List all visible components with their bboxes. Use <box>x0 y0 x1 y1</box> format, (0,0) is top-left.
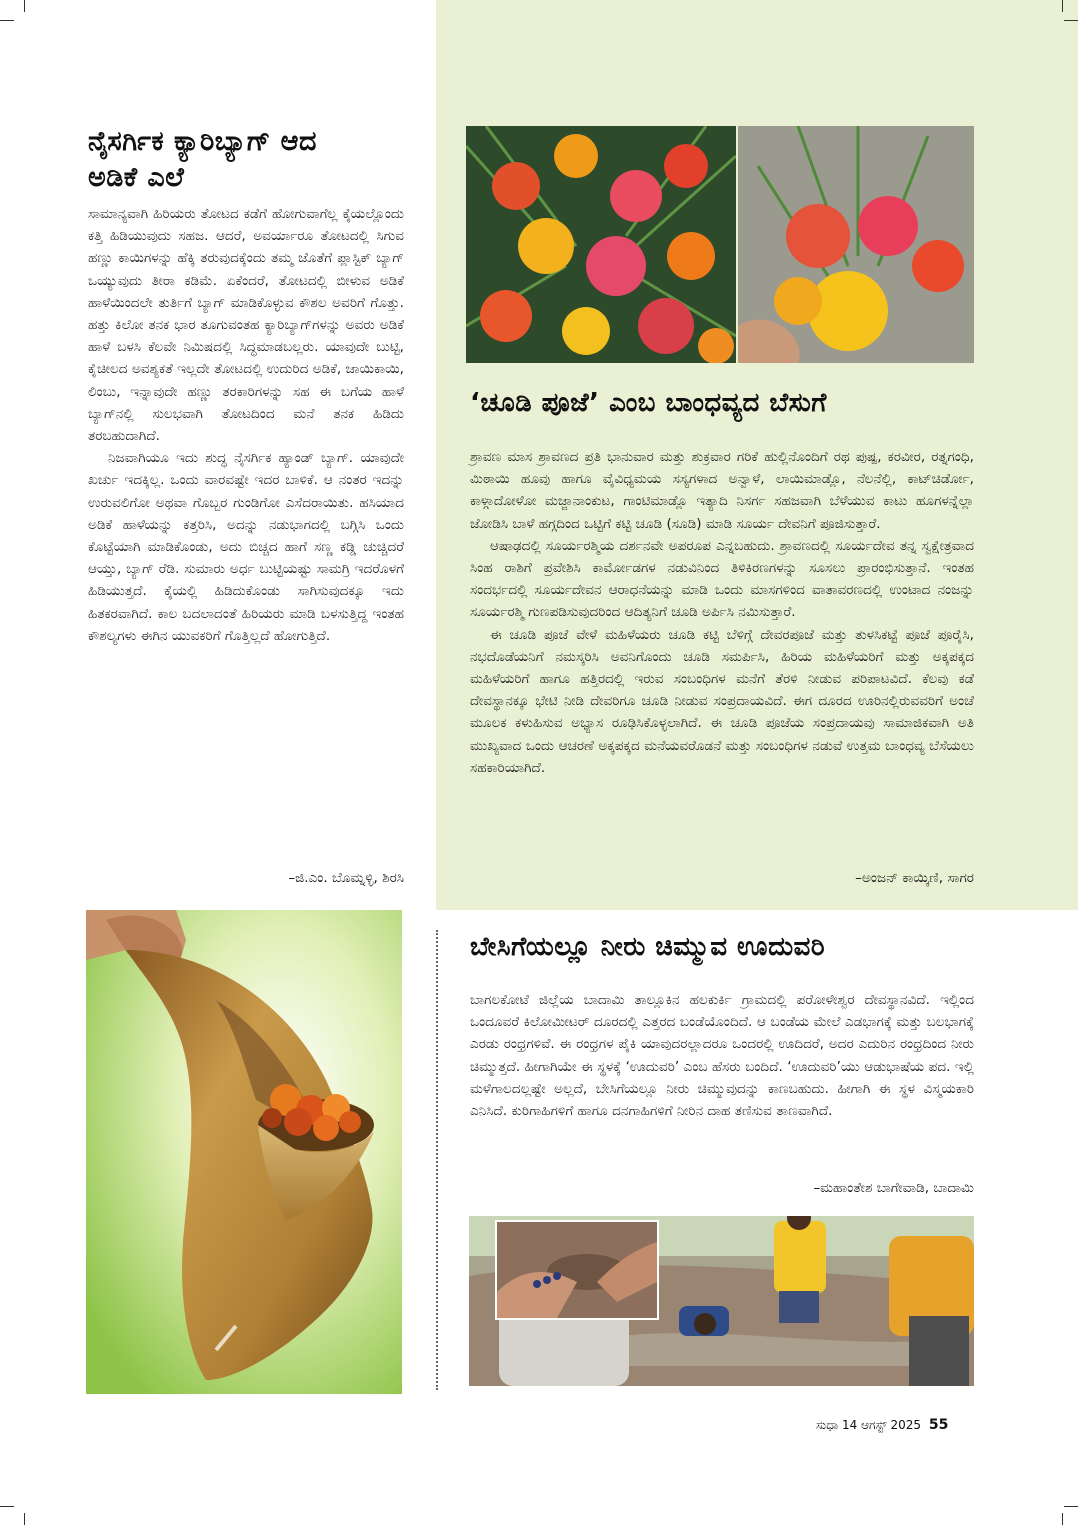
crop-mark-bottom-left-v <box>24 1513 25 1525</box>
page-footer <box>816 1417 948 1433</box>
footer-date: 14 ಆಗಸ್ಟ್ 2025 <box>842 1418 921 1432</box>
crop-mark-bottom-right-v <box>1062 1513 1063 1525</box>
crop-mark-bottom-left <box>0 1506 14 1507</box>
article1-byline: –ಜಿ.ಎಂ. ಬೊಮ್ನಳ್ಳಿ, ಶಿರಸಿ <box>288 870 404 886</box>
choodi-flowers-photo-left <box>466 126 736 363</box>
crop-mark-bottom-right <box>1064 1506 1078 1507</box>
article1-body <box>88 203 404 647</box>
article2-paragraph-1: ಶ್ರಾವಣ ಮಾಸ ಶ್ರಾವಣದ ಪ್ರತಿ ಭಾನುವಾರ ಮತ್ತು ಶುಕ್ರವಾರ ಗರಿಕೆ ಹುಲ್ಲಿನೊಂದಿಗೆ ರಥ ಪುಷ್ಪ, ಕರವೀರ, ರತ್ನಗಂಧಿ, ಮಿಠಾಯಿ ಹೂವು ಹಾಗೂ ವೈವಿಧ್ಯಮಯ ಸಸ್ಯಗಳಾದ ಅನ್ವಾಳೆ, ಲಾಯಿಮಾಡ್ಲೊ, ನೆಲನೆಲ್ಲಿ, ಕಾಟ್‌ಚಿರ್ಡೋ, ಕಾಳ್ಗಾದೋಳೋ ಮಜ್ಜಾನಾಂಕುಟ, ಗಾಂಟಿಮಾಡ್ಲೊ ಇತ್ಯಾದಿ ನಿಸರ್ಗ ಸಹಜವಾಗಿ ಬೆಳೆಯುವ ಕಾಟು ಹೂಗಳನ್ನೆಲ್ಲಾ ಜೋಡಿಸಿ ಬಾಳೆ ಹಗ್ಗದಿಂದ ಒಟ್ಟಿಗೆ ಕಟ್ಟಿ ಚೂಡಿ (ಸೂಡಿ) ಮಾಡಿ ಸೂರ್ಯ ದೇವನಿಗೆ ಪೂಜಿಸುತ್ತಾರೆ. <box>470 449 974 532</box>
article3-title: ಬೇಸಿಗೆಯಲ್ಲೂ ನೀರು ಚಿಮ್ಮುವ ಊದುವರಿ <box>470 932 826 962</box>
uduvari-rock-photo <box>469 1216 974 1386</box>
footer-magazine-name: ಸುಧಾ <box>816 1418 839 1432</box>
article1-title <box>88 124 418 196</box>
article2-paragraph-2: ಆಷಾಢದಲ್ಲಿ ಸೂರ್ಯರಶ್ಮಿಯ ದರ್ಶನವೇ ಅಪರೂಪ ಎನ್ನಬಹುದು. ಶ್ರಾವಣದಲ್ಲಿ ಸೂರ್ಯದೇವ ತನ್ನ ಸ್ವಕ್ಷೇತ್ರವಾದ ಸಿಂಹ ರಾಶಿಗೆ ಪ್ರವೇಶಿಸಿ ಕಾರ್ಮೋಡಗಳ ನಡುವಿನಿಂದ ತಿಳಿಕಿರಣಗಳನ್ನು ಸೂಸಲು ಪ್ರಾರಂಭಿಸುತ್ತಾನೆ. ಇಂತಹ ಸಂದರ್ಭದಲ್ಲಿ ಸೂರ್ಯದೇವನ ಆರಾಧನೆಯನ್ನು ಮಾಡಿ ಒಂದು ಮಾಸಗಳಿಂದ ವಾತಾವರಣದಲ್ಲಿ ಉಂಟಾದ ನಂಜನ್ನು ಸೂರ್ಯರಶ್ಮಿ ಗುಣಪಡಿಸುವುದರಿಂದ ಆದಿತ್ಯನಿಗೆ ಚೂಡಿ ಅರ್ಪಿಸಿ ನಮಿಸುತ್ತಾರೆ. <box>470 537 974 621</box>
crop-mark-top-left <box>0 20 14 21</box>
crop-mark-top-right-v <box>1062 0 1063 12</box>
crop-mark-top-right <box>1064 20 1078 21</box>
footer-page-number: 55 <box>928 1417 949 1433</box>
uduvari-inset-photo <box>495 1220 659 1320</box>
article3-byline: –ಮಹಾಂತೇಶ ಬಾಗೇವಾಡಿ, ಬಾದಾಮಿ <box>813 1180 974 1196</box>
article1-paragraph-2: ನಿಜವಾಗಿಯೂ ಇದು ಶುದ್ಧ ನೈಸರ್ಗಿಕ ಹ್ಯಾಂಡ್ ಬ್ಯಾಗ್. ಯಾವುದೇ ಖರ್ಚು ಇದಕ್ಕಿಲ್ಲ. ಒಂದು ವಾರವಷ್ಟೇ ಇದರ ಬಾಳಿಕೆ. ಆ ನಂತರ ಇದನ್ನು ಉರುವಲಿಗೋ ಅಥವಾ ಗೊಬ್ಬರ ಗುಂಡಿಗೋ ಎಸೆದರಾಯಿತು. ಹಸಿಯಾದ ಅಡಿಕೆ ಹಾಳೆಯನ್ನು ಕತ್ತರಿಸಿ, ಅದನ್ನು ನಡುಭಾಗದಲ್ಲಿ ಬಗ್ಗಿಸಿ ಒಂದು ಕೊಟ್ಟೆಯಾಗಿ ಮಾಡಿಕೊಂಡು, ಅದು ಬಿಚ್ಚದ ಹಾಗೆ ಸಣ್ಣ ಕಡ್ಡಿ ಚುಚ್ಚಿದರೆ ಆಯ್ತು, ಬ್ಯಾಗ್ ರೆಡಿ. ಸುಮಾರು ಅರ್ಧ ಬುಟ್ಟಿಯಷ್ಟು ಸಾಮಗ್ರಿ ಇದರೊಳಗೆ ಹಿಡಿಯುತ್ತದೆ. ಕೈಯಲ್ಲಿ ಹಿಡಿದುಕೊಂಡು ಸಾಗಿಸುವುದಕ್ಕೂ ಇದು ಹಿತಕರವಾಗಿದೆ. ಕಾಲ ಬದಲಾದಂತೆ ಹಿರಿಯರು ಮಾಡಿ ಬಳಸುತ್ತಿದ್ದ ಇಂತಹ ಕೌಶಲ್ಯಗಳು ಈಗಿನ ಯುವಕರಿಗೆ ಗೊತ್ತಿಲ್ಲದೆ ಹೋಗುತ್ತಿದೆ. <box>88 450 404 644</box>
column-separator <box>436 930 438 1390</box>
choodi-flowers-photo-right <box>738 126 974 363</box>
article1-paragraph-1: ಸಾಮಾನ್ಯವಾಗಿ ಹಿರಿಯರು ತೋಟದ ಕಡೆಗೆ ಹೋಗುವಾಗೆಲ್ಲ ಕೈಯಲ್ಲೊಂದು ಕತ್ತಿ ಹಿಡಿಯುವುದು ಸಹಜ. ಆದರೆ, ಅವರ್ಯಾರೂ ತೋಟದಲ್ಲಿ ಸಿಗುವ ಹಣ್ಣು ಕಾಯಿಗಳನ್ನು ಹೆಕ್ಕಿ ತರುವುದಕ್ಕೆಂದು ತಮ್ಮ ಜೊತೆಗೆ ಪ್ಲಾಸ್ಟಿಕ್ ಬ್ಯಾಗ್ ಒಯ್ಯುವುದು ತೀರಾ ಕಡಿಮೆ. ಏಕೆಂದರೆ, ತೋಟದಲ್ಲಿ ಬೀಳುವ ಅಡಿಕೆ ಹಾಳೆಯಿಂದಲೇ ತುರ್ತಿಗೆ ಬ್ಯಾಗ್ ಮಾಡಿಕೊಳ್ಳುವ ಕೌಶಲ ಅವರಿಗೆ ಗೊತ್ತು. ಹತ್ತು ಕಿಲೋ ತನಕ ಭಾರ ತೂಗುವಂತಹ ಕ್ಯಾರಿಬ್ಯಾಗ್‌ಗಳನ್ನು ಅವರು ಅಡಿಕೆ ಹಾಳೆ ಬಳಸಿ ಕೆಲವೇ ನಿಮಿಷದಲ್ಲಿ ಸಿದ್ಧಮಾಡಬಲ್ಲರು. ಯಾವುದೇ ಬುಟ್ಟಿ, ಕೈಚೀಲದ ಅವಶ್ಯಕತೆ ಇಲ್ಲದೇ ತೋಟದಲ್ಲಿ ಉದುರಿದ ಅಡಿಕೆ, ಜಾಯಿಕಾಯಿ, ಲಿಂಬು, ಇನ್ನಾವುದೇ ಹಣ್ಣು ತರಕಾರಿಗಳನ್ನು ಸಹ ಈ ಬಗೆಯ ಹಾಳೆ ಬ್ಯಾಗ್‌ನಲ್ಲಿ ಸುಲಭವಾಗಿ ತೋಟದಿಂದ ಮನೆ ತನಕ ಹಿಡಿದು ತರಬಹುದಾಗಿದೆ. <box>88 206 404 445</box>
article2-byline: –ಅಂಜನ್ ಕಾಯ್ಕಿಣಿ, ಸಾಗರ <box>855 870 974 886</box>
areca-leaf-bag-photo <box>86 910 402 1394</box>
article1-title-line1: ನೈಸರ್ಗಿಕ ಕ್ಯಾರಿಬ್ಯಾಗ್ ಆದ <box>88 126 317 157</box>
article2-paragraph-3: ಈ ಚೂಡಿ ಪೂಜೆ ವೇಳೆ ಮಹಿಳೆಯರು ಚೂಡಿ ಕಟ್ಟಿ ಬೆಳಿಗ್ಗೆ ದೇವರಪೂಜೆ ಮತ್ತು ತುಳಸಿಕಟ್ಟೆ ಪೂಜೆ ಪೂರೈಸಿ, ನಭದೊಡೆಯನಿಗೆ ನಮಸ್ಕರಿಸಿ ಅವನಿಗೊಂದು ಚೂಡಿ ಸಮರ್ಪಿಸಿ, ಹಿರಿಯ ಮಹಿಳೆಯರಿಗೆ ಮತ್ತು ಅಕ್ಕಪಕ್ಕದ ಮಹಿಳೆಯರಿಗೆ ಹಾಗೂ ಹತ್ತಿರದಲ್ಲಿ ಇರುವ ಸಂಬಂಧಿಗಳ ಮನೆಗೆ ತೆರಳಿ ನೀಡುವ ಪರಿಪಾಟವಿದೆ. ಕೆಲವು ಕಡೆ ದೇವಸ್ಥಾನಕ್ಕೂ ಭೇಟಿ ನೀಡಿ ದೇವರಿಗೂ ಚೂಡಿ ನೀಡುವ ಸಂಪ್ರದಾಯವಿದೆ. ಈಗ ದೂರದ ಊರಿನಲ್ಲಿರುವವರಿಗೆ ಅಂಚೆ ಮೂಲಕ ಕಳುಹಿಸುವ ಅಭ್ಯಾಸ ರೂಢಿಸಿಕೊಳ್ಳಲಾಗಿದೆ. ಈ ಚೂಡಿ ಪೂಜೆಯ ಸಂಪ್ರದಾಯವು ಸಾಮಾಜಿಕವಾಗಿ ಅತಿ ಮುಖ್ಯವಾದ ಒಂದು ಆಚರಣೆ ಅಕ್ಕಪಕ್ಕದ ಮನೆಯವರೊಡನೆ ಮತ್ತು ಸಂಬಂಧಿಗಳ ನಡುವೆ ಉತ್ತಮ ಬಾಂಧವ್ಯ ಬೆಸೆಯಲು ಸಹಕಾರಿಯಾಗಿದೆ. <box>470 626 974 776</box>
article2-body <box>470 446 974 779</box>
crop-mark-top-left-v <box>24 0 25 12</box>
article1-title-line2: ಅಡಿಕೆ ಎಲೆ <box>88 162 185 193</box>
article3-paragraph-1: ಬಾಗಲಕೋಟೆ ಜಿಲ್ಲೆಯ ಬಾದಾಮಿ ತಾಲ್ಲೂಕಿನ ಹಲಕುರ್ಕಿ ಗ್ರಾಮದಲ್ಲಿ ಪರೋಳೇಶ್ವರ ದೇವಸ್ಥಾನವಿದೆ. ಇಲ್ಲಿಂದ ಒಂದೂವರೆ ಕಿಲೋಮೀಟರ್ ದೂರದಲ್ಲಿ ಎತ್ತರದ ಬಂಡೆಯೊಂದಿದೆ. ಆ ಬಂಡೆಯ ಮೇಲೆ ಎಡಭಾಗಕ್ಕೆ ಮತ್ತು ಬಲಭಾಗಕ್ಕೆ ಎರಡು ರಂಧ್ರಗಳಿವೆ. ಈ ರಂಧ್ರಗಳ ಪೈಕಿ ಯಾವುದರಲ್ಲಾದರೂ ಒಂದರಲ್ಲಿ ಊದಿದರೆ, ಅದರ ಎದುರಿನ ರಂಧ್ರದಿಂದ ನೀರು ಚಿಮ್ಮುತ್ತದೆ. ಹೀಗಾಗಿಯೇ ಈ ಸ್ಥಳಕ್ಕೆ ‘ಊದುವರಿ’ ಎಂಬ ಹೆಸರು ಬಂದಿದೆ. ‘ಊದುವರಿ’ಯು ಆಡುಭಾಷೆಯ ಪದ. ಇಲ್ಲಿ ಮಳೆಗಾಲದಲ್ಲಷ್ಟೇ ಅಲ್ಲದೆ, ಬೇಸಿಗೆಯಲ್ಲೂ ನೀರು ಚಿಮ್ಮುವುದನ್ನು ಕಾಣಬಹುದು. ಹೀಗಾಗಿ ಈ ಸ್ಥಳ ವಿಸ್ಮಯಕಾರಿ ಎನಿಸಿದೆ. ಕುರಿಗಾಹಿಗಳಿಗೆ ಹಾಗೂ ದನಗಾಹಿಗಳಿಗೆ ನೀರಿನ ದಾಹ ತಣಿಸುವ ತಾಣವಾಗಿದೆ. <box>470 992 974 1120</box>
article3-body <box>470 989 974 1122</box>
article2-title: ‘ಚೂಡಿ ಪೂಜೆ’ ಎಂಬ ಬಾಂಧವ್ಯದ ಬೆಸುಗೆ <box>470 388 827 418</box>
